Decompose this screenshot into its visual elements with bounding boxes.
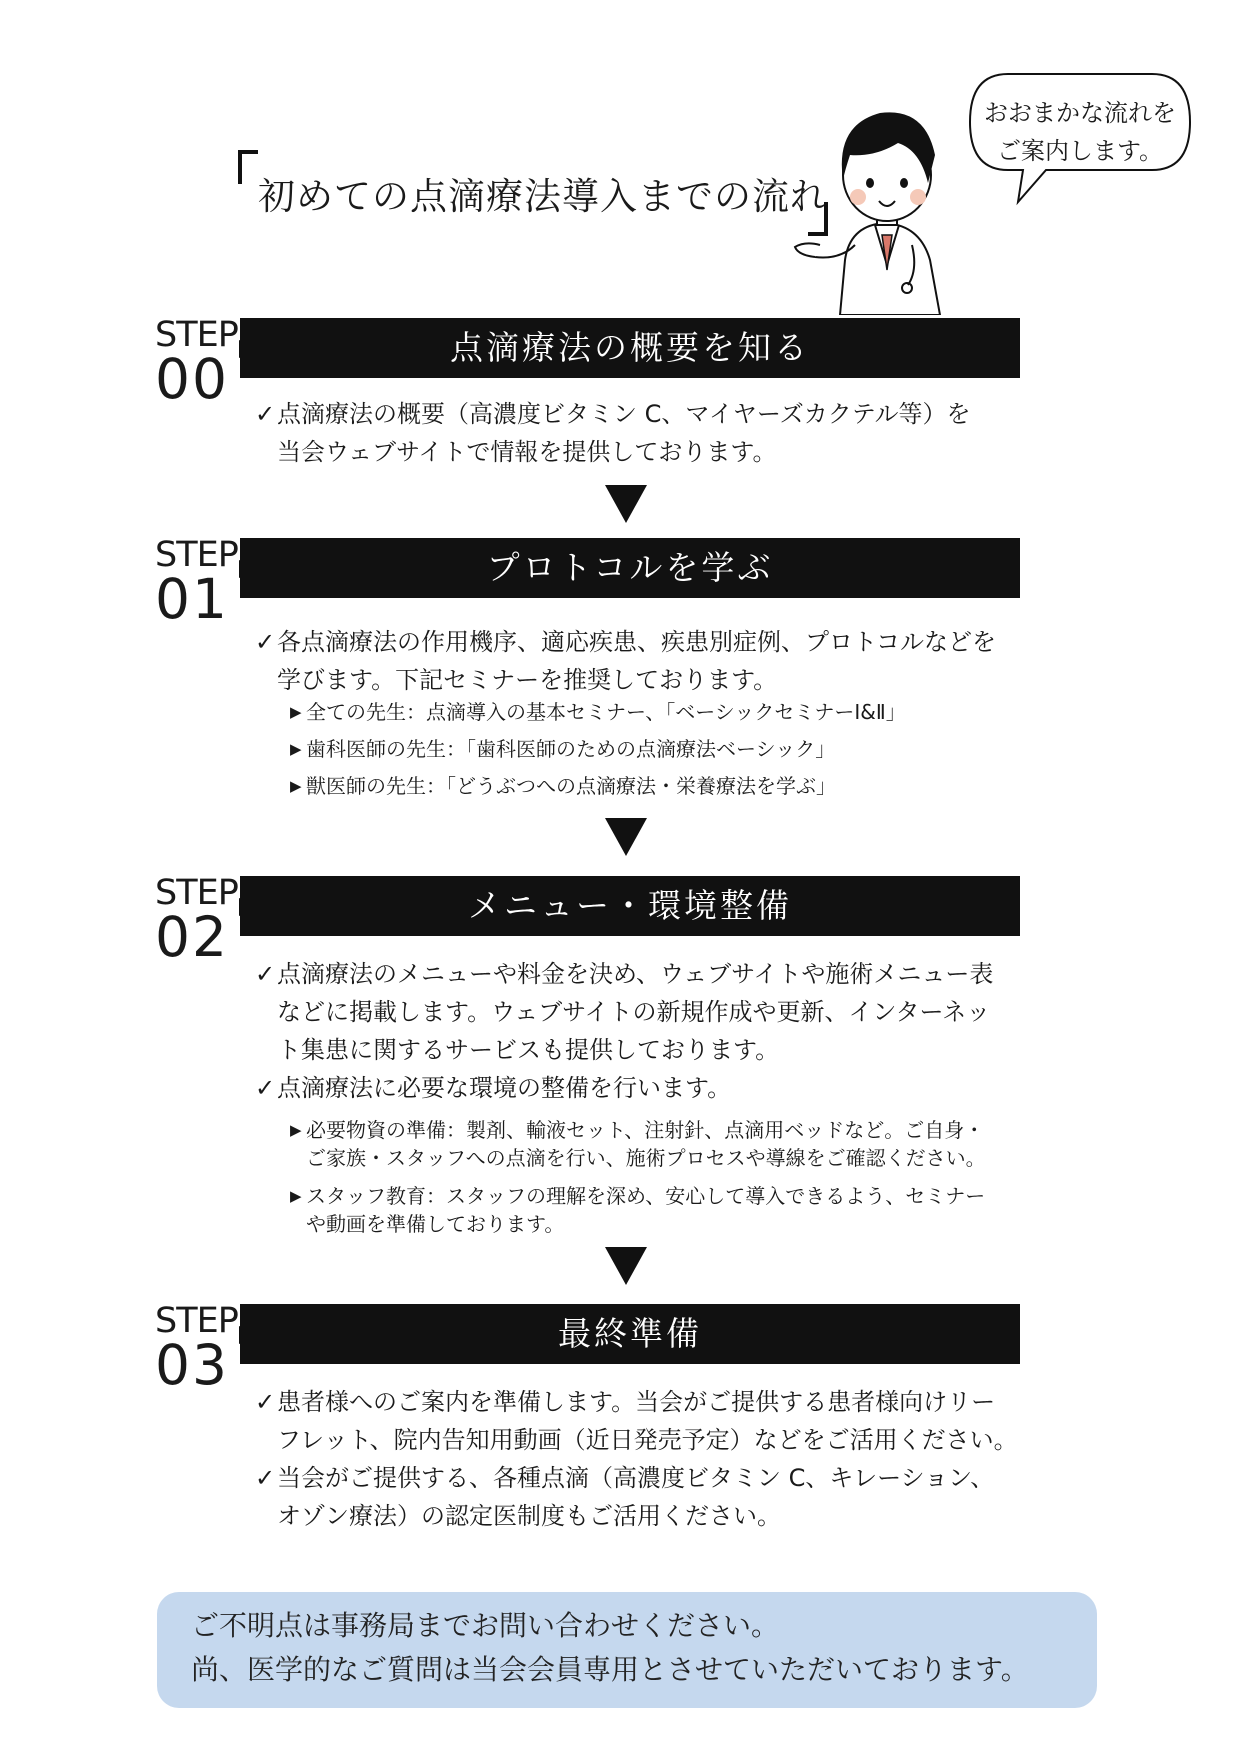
speech-bubble-line: おおまかな流れを: [984, 99, 1176, 127]
speech-bubble-text: [968, 94, 1192, 170]
paragraph-line: 各点滴療法の作用機序、適応疾患、疾患別症例、プロトコルなどを: [277, 628, 997, 656]
step-word: STEP: [155, 315, 238, 355]
paragraph-line: 点滴療法に必要な環境の整備を行います。: [277, 1074, 732, 1102]
page-title-block: [238, 150, 838, 240]
paragraph-line: 点滴療法のメニューや料金を決め、ウェブサイトや施術メニュー表: [277, 960, 994, 988]
step-title-bar: 最終準備: [240, 1304, 1020, 1364]
title-bracket-open: [238, 150, 258, 184]
paragraph-line: ト集患に関するサービスも提供しております。: [277, 1036, 780, 1064]
doctor-illustration: [790, 95, 975, 315]
list-item: ▶ 獣医師の先生：「どうぶつへの点滴療法・栄養療法を学ぶ」: [290, 774, 836, 798]
step-word: STEP: [155, 1301, 238, 1341]
down-arrow-icon: [605, 1247, 647, 1285]
step-label: [155, 535, 245, 631]
contact-note-box: [157, 1592, 1097, 1708]
step-paragraph: [255, 1069, 1055, 1107]
triangle-bullet-icon: ▶: [290, 777, 302, 795]
list-item: ▶ 歯科医師の先生：「歯科医師のための点滴療法ベーシック」: [290, 737, 836, 761]
triangle-bullet-icon: ▶: [290, 1121, 302, 1139]
paragraph-line: 当会ウェブサイトで情報を提供しております。: [277, 438, 777, 466]
step-label: [155, 873, 245, 969]
paragraph-line: 当会がご提供する、各種点滴（高濃度ビタミン C、キレーション、: [277, 1464, 995, 1492]
step-number: 02: [155, 905, 229, 969]
step-body: [255, 623, 1055, 699]
step-paragraph: [255, 1383, 1055, 1459]
note-line: 尚、医学的なご質問は当会会員専用とさせていただいております。: [191, 1653, 1029, 1686]
step-title-bar: 点滴療法の概要を知る: [240, 318, 1020, 378]
paragraph-line: 患者様へのご案内を準備します。当会がご提供する患者様向けリー: [277, 1388, 996, 1416]
step-body: [255, 955, 1055, 1107]
triangle-bullet-icon: ▶: [290, 740, 302, 758]
triangle-bullet-icon: ▶: [290, 1187, 302, 1205]
step-title-bar: メニュー・環境整備: [240, 876, 1020, 936]
list-item: ▶ 全ての先生：点滴導入の基本セミナー、「ベーシックセミナーⅠ&Ⅱ」: [290, 700, 906, 724]
speech-bubble-line: ご案内します。: [996, 137, 1164, 165]
step-paragraph: [255, 623, 1055, 699]
check-icon: ✓: [255, 400, 276, 428]
step-label: [155, 315, 245, 411]
step-title-bar: プロトコルを学ぶ: [240, 538, 1020, 598]
paragraph-line: 点滴療法の概要（高濃度ビタミン C、マイヤーズカクテル等）を: [277, 400, 971, 428]
check-icon: ✓: [255, 1464, 276, 1492]
down-arrow-icon: [605, 485, 647, 523]
page-title: 初めての点滴療法導入までの流れ: [258, 175, 828, 218]
check-icon: ✓: [255, 960, 276, 988]
step-number: 01: [155, 567, 229, 631]
step-paragraph: [255, 955, 1055, 1069]
note-line: ご不明点は事務局までお問い合わせください。: [191, 1609, 780, 1642]
sub-list: [288, 698, 1048, 800]
step-body: [255, 395, 1055, 471]
step-number: 03: [155, 1333, 229, 1397]
triangle-bullet-icon: ▶: [290, 703, 302, 721]
check-icon: ✓: [255, 628, 276, 656]
check-icon: ✓: [255, 1074, 276, 1102]
list-item: ▶ スタッフ教育：スタッフの理解を深め、安心して導入できるよう、セミナー や動画を準備しております。: [290, 1184, 986, 1236]
paragraph-line: オゾン療法）の認定医制度もご活用ください。: [277, 1502, 781, 1530]
step-label: [155, 1301, 245, 1397]
paragraph-line: 学びます。下記セミナーを推奨しております。: [277, 666, 778, 694]
check-icon: ✓: [255, 1388, 276, 1416]
down-arrow-icon: [605, 818, 647, 856]
step-word: STEP: [155, 873, 238, 913]
speech-bubble: [968, 72, 1192, 194]
sub-list: [288, 1116, 1048, 1238]
step-body: [255, 1383, 1055, 1535]
paragraph-line: フレット、院内告知用動画（近日発売予定）などをご活用ください。: [277, 1426, 1018, 1454]
paragraph-line: などに掲載します。ウェブサイトの新規作成や更新、インターネッ: [277, 998, 991, 1026]
step-paragraph: [255, 1459, 1055, 1535]
step-paragraph: [255, 395, 1055, 471]
step-number: 00: [155, 347, 229, 411]
step-word: STEP: [155, 535, 238, 575]
list-item: ▶ 必要物資の準備：製剤、輸液セット、注射針、点滴用ベッドなど。ご自身・ ご家族・スタッフへの点滴を行い、施術プロセスや導線をご確認ください。: [290, 1118, 986, 1170]
